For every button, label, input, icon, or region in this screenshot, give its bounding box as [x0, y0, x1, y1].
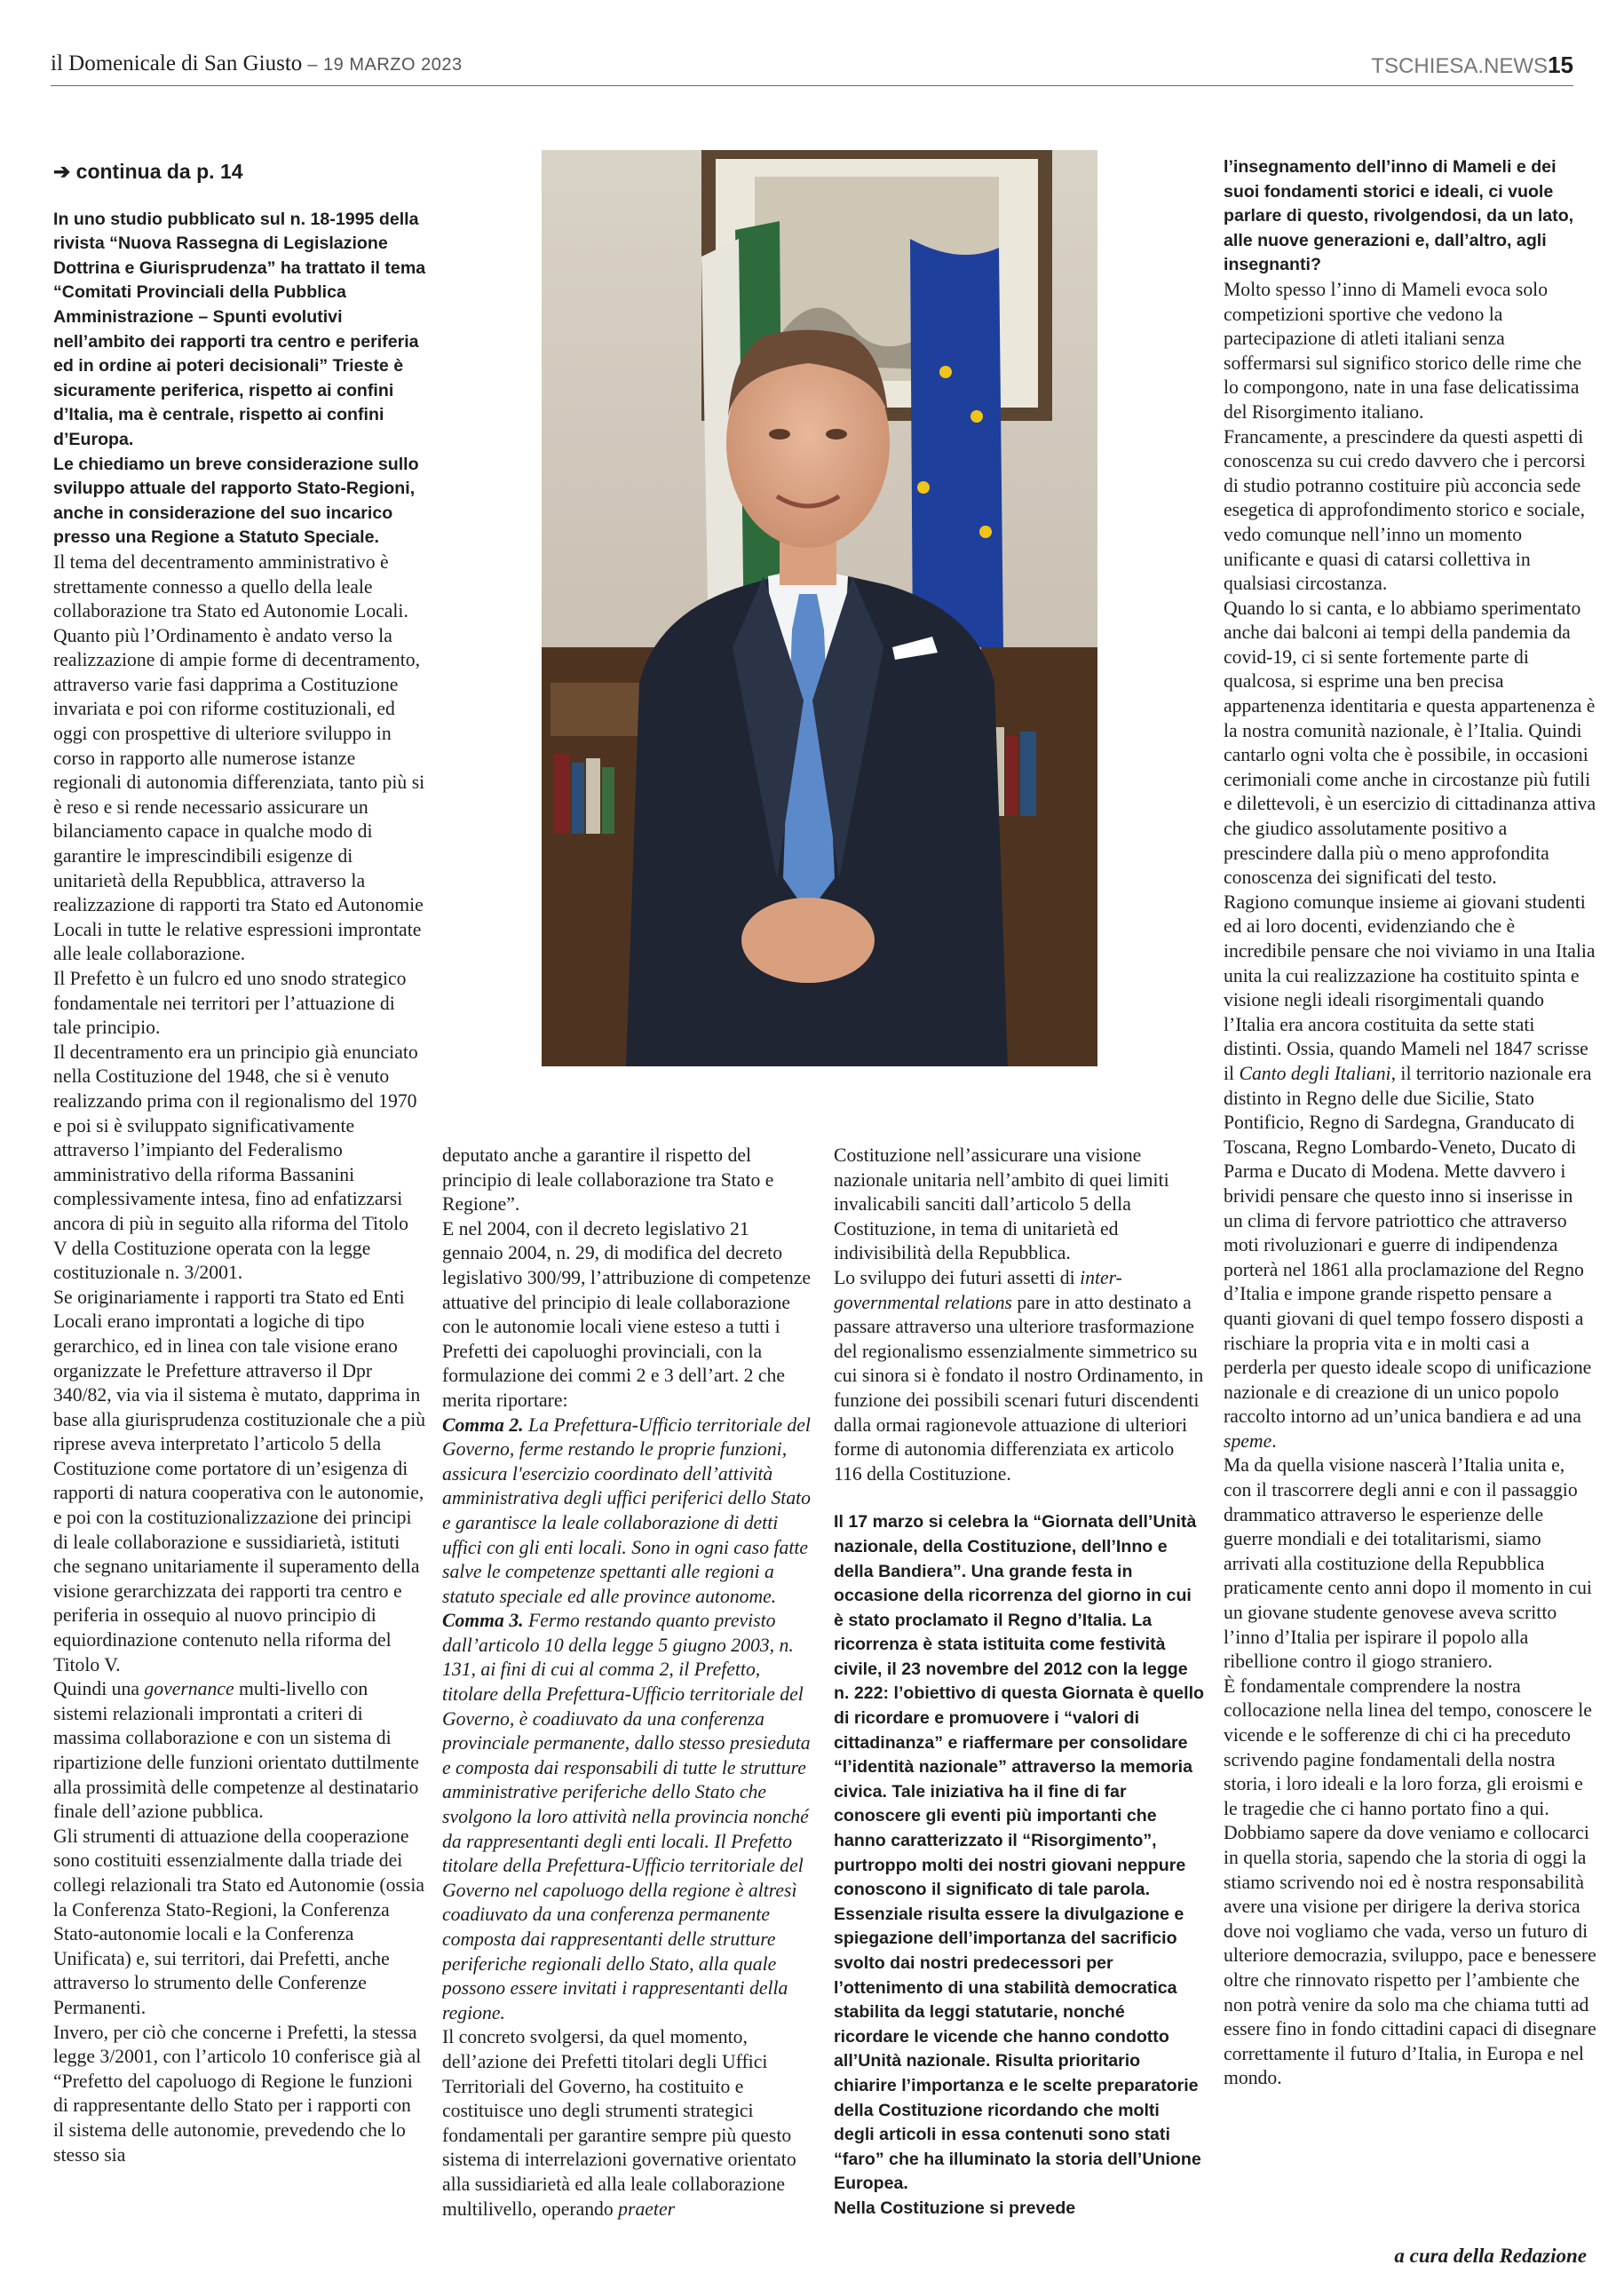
masthead — [51, 51, 463, 76]
question-3-end: l’insegnamento dell’inno di Mameli e dei suoi fondamenti storici e ideali, ci vuole parlare di questo, rivolgendosi, da un lato, alle nuove generazioni e, dall’altro, agli insegnanti? — [1224, 157, 1574, 275]
paragraph — [834, 1266, 1205, 1486]
paragraph: Il tema del decentramento amministrativo è strettamente connesso a quello della leale collaborazione tra Stato ed Autonomie Locali. — [53, 550, 408, 622]
text-run: Lo sviluppo dei futuri assetti di — [834, 1266, 1081, 1288]
paragraph: Dobbiamo sapere da dove veniamo e collocarci in quella storia, sapendo che la storia di oggi la stiamo scrivendo noi ed è nostra responsabilità avere una visione per dirigere la deriva storica dove noi vogliamo che vada, verso un futuro di ulteriore democrazia, sviluppo, pace e benessere oltre che rinnovato rispetto per l’ambiente che non potrà venire da solo ma che chiama tutti ad essere fino in fondo cittadini capaci di disegnare correttamente il futuro d’Italia, in Europa e nel mondo. — [1224, 1822, 1596, 2089]
italic-term: speme — [1224, 1430, 1272, 1452]
column-4 — [1224, 155, 1596, 2215]
paragraph: Quando lo si canta, e lo abbiamo sperimentato anche dai balconi ai tempi della pandemia da covid-19, ci si sente fortemente parte di qualcosa, si esprime una ben precisa appartenenza identitaria e questa appartenenza è la nostra comunità nazionale, è l’Italia. Quindi cantarlo ogni volta che è possibile, in occasioni cerimoniali come anche in circostanze più futili e dilettevoli, è un esercizio di cittadinanza attiva che giudico assolutamente positivo a prescindere dalla più o meno approfondita conoscenza dei significati del testo. — [1224, 597, 1596, 889]
paragraph: Il Prefetto è un fulcro ed uno snodo strategico fondamentale nei territori per l’attuazione di tale principio. — [53, 968, 407, 1039]
question-3-continued: Nella Costituzione si prevede — [834, 2198, 1076, 2218]
masthead-title: il Domenicale di San Giusto — [51, 51, 303, 75]
paragraph — [53, 1677, 426, 1825]
issue-date: – 19 MARZO 2023 — [302, 55, 463, 75]
paragraph: È fondamentale comprendere la nostra collocazione nella linea del tempo, conoscere le vicende e le sofferenze di chi ci ha preceduto scrivendo pagine fondamentali della nostra storia, i loro ideali e la loro forza, gli eroismi e le tragedie che ci hanno portato fino a qui. — [1224, 1675, 1592, 1819]
paragraph: Molto spesso l’inno di Mameli evoca solo competizioni sportive che vedono la partecipazione di atleti italiani senza soffermarsi sul significo storico delle rime che lo compongono, nate in una fase delicatissima del Risorgimento italiano. — [1224, 278, 1582, 423]
page-number: 15 — [1548, 51, 1573, 78]
paragraph: Francamente, a prescindere da questi aspetti di conoscenza su cui credo davvero che i percorsi di studio potranno costituire più acconcia sede esegetica di approfondimento storico e sociale, vedo comunque nell’inno un momento unificante e quasi di catarsi collettiva in qualsiasi circostanza. — [1224, 425, 1586, 595]
text-run: Fermo restando quanto previsto dall’articolo 10 della legge 5 giugno 2003, n. 131, ai fini di cui al comma 2, il Prefetto, titolare della Prefettura-Ufficio territoriale del Governo, è coadiuvato da una conferenza provinciale permanente, dallo stesso presieduta e composta dai responsabili di tutte le strutture amministrative periferiche dello Stato che svolgono la loro attività nella provincia nonché da rappresentanti degli enti locali. Il Prefetto titolare della Prefettura-Ufficio territoriale del Governo nel capoluogo della regione è altresì coadiuvato da una conferenza permanente composta dai rappresentanti delle strutture periferiche regionali dello Stato, alla quale possono essere invitati i rappresentanti della regione. — [442, 1610, 811, 2024]
text-run: Ragiono comunque insieme ai giovani studenti ed ai loro docenti, evidenziando che è incredibile pensare che noi viviamo in una Italia unita la cui realizzazione ha costituito spinta e visione negli ideali risorgimentali quando l’Italia era ancora costituita da sette stati distinti. Ossia, quando Mameli nel 1847 scrisse il — [1224, 891, 1596, 1084]
quoted-comma-3 — [442, 1609, 813, 2025]
text-run: Il concreto svolgersi, da quel momento, dell’azione dei Prefetti titolari degli Uffici Territoriali del Governo, ha costituito e costituisce uno degli strumenti strategici fondamentali per garantire sempre più questo sistema di interrelazioni governative orientato alla sussidiarietà ed alla leale collaborazione multilivello, operando — [442, 2026, 796, 2220]
text-run: . — [1271, 1430, 1277, 1452]
column-3 — [834, 1144, 1205, 2245]
column-1 — [53, 160, 426, 2246]
portrait-photo-graphic — [542, 150, 1097, 1066]
paragraph: Il decentramento era un principio già enunciato nella Costituzione del 1948, che si è venuto realizzando prima con il regionalismo del 1970 e poi si è sviluppato significativamente attraverso l’impianto del Federalismo amministrativo della riforma Bassanini complessivamente intesa, fino ad enfatizzarsi ancora di più in seguito alla riforma del Titolo V della Costituzione operata con la legge costituzionale n. 3/2001. — [53, 1041, 418, 1284]
text-run: La Prefettura-Ufficio territoriale del Governo, ferme restando le proprie funzioni, assicura l'esercizio coordinato dell’attività amministrativa degli uffici periferici dello Stato e garantisce la leale collaborazione di detti uffici con gli enti locali. Sono in ogni caso fatte salve le competenze spettanti alle regioni a statuto speciale ed alle province autonome. — [442, 1414, 812, 1607]
italic-term: inter-governmental relations — [834, 1266, 1122, 1313]
paragraph: Gli strumenti di attuazione della cooperazione sono costituiti essenzialmente dalla triade dei collegi relazionali tra Stato ed Autonomie (ossia la Conferenza Stato-Regioni, la Conferenza Stato-autonomie locali e la Conferenza Unificata) e, sui territori, dai Prefetti, anche attraverso lo strumento delle Conferenze Permanenti. — [53, 1825, 424, 2018]
paragraph: Costituzione nell’assicurare una visione nazionale unitaria nell’ambito di quei limiti invalicabili sanciti dall’articolo 5 della Costituzione, in tema di unitarietà ed indivisibilità della Repubblica. — [834, 1144, 1169, 1264]
spacer — [834, 1486, 1205, 1510]
paragraph: Ma da quella visione nascerà l’Italia unita e, con il trascorrere degli anni e con il passaggio drammatico attraverso le esperienze delle guerre mondiali e dei totalitarismi, siamo arrivati alla costituzione della Repubblica praticamente cento anni dopo il momento in cui un giovane studente genovese aveva scritto l’inno d’Italia per ispirare il popolo alla ribellione contro il giogo straniero. — [1224, 1454, 1592, 1673]
quoted-comma-2 — [442, 1414, 813, 1610]
question-2: Le chiediamo un breve considerazione sullo sviluppo attuale del rapporto Stato-Regioni, anche in considerazione del suo incarico presso una Regione a Statuto Speciale. — [53, 454, 419, 548]
portrait-photo — [542, 150, 1097, 1066]
continued-from[interactable]: ➔ continua da p. 14 — [53, 160, 243, 183]
site-name[interactable]: TSCHIESA.NEWS — [1371, 54, 1549, 78]
text-run: , il territorio nazionale era distinto in Regno delle due Sicilie, Stato Pontificio, Regno di Sardegna, Granducato di Toscana, Regno Lombardo-Veneto, Ducato di Parma e Ducato di Modena. Mette davvero i brividi pensare che questo inno si inserisse in un clima di fervore patriottico che attraverso moti rivoluzionari e guerre di indipendenza porterà nel 1861 alla proclamazione del Regno d’Italia e impone grande rispetto pensare a quanti giovani di quel tempo fossero disposti a rischiare la propria vita e in molti casi a perderla per questo ideale scopo di unificazione nazionale e di creazione di un unico popolo raccolto intorno ad un’unica bandiera e ad una — [1224, 1062, 1592, 1428]
text-run: multi-livello con sistemi relazionali improntati a criteri di massima collaborazione e con un sistema di ripartizione delle funzioni orientato duttilmente alla prossimità delle competenze al destinatario finale dell’azione pubblica. — [53, 1678, 419, 1823]
italic-term: Canto degli Italiani — [1239, 1062, 1391, 1084]
question-3: Il 17 marzo si celebra la “Giornata dell’Unità nazionale, della Costituzione, dell’Inno e della Bandiera”. Una grande festa in occasione della ricorrenza del giorno in cui è stato proclamato il Regno d’Italia. La ricorrenza è stata istituita come festività civile, il 23 novembre del 2012 con la legge n. 222: l’obiettivo di questa Giornata è quello di ricordare e promuovere i “valori di cittadinanza” e riaffermare per consolidare “l’identità nazionale” attraverso la memoria civica. Tale iniziativa ha il fine di far conoscere gli eventi più importanti che hanno caratterizzato il “Risorgimento”, purtroppo molti dei nostri giovani neppure conoscono il significato di tale parola. Essenziale risulta essere la divulgazione e spiegazione dell’importanza del sacrificio svolto dai nostri predecessori per l’ottenimento di una stabilità democratica stabilita da leggi statutarie, nonché ricordare le vicende che hanno condotto all’Unità nazionale. Risulta prioritario chiarire l’importanza e le scelte preparatorie della Costituzione ricordando che molti degli articoli in essa contenuti sono stati “faro” che ha illuminato la storia dell’Unione Europea. — [834, 1512, 1204, 2194]
paragraph: Se originariamente i rapporti tra Stato ed Enti Locali erano improntati a logiche di tipo gerarchico, ed in linea con tale visione erano organizzate le Prefetture attraverso il Dpr 340/82, via via il sistema è mutato, dapprima in base alla giurisprudenza costituzionale che a più riprese aveva interpretato l’articolo 5 della Costituzione come portatore di un’esigenza di rapporti di natura cooperativa con le autonomie, e poi con la costituzionalizzazione dei principi di leale collaborazione e sussidiarietà, istituti che segnano unitariamente il superamento della visione gerarchizzata dei rapporti tra centro e periferia in ossequio al nuovo principio di equiordinazione contenuto nella riforma del Titolo V. — [53, 1286, 426, 1675]
comma-label: Comma 3. — [442, 1610, 524, 1632]
paragraph: Invero, per ciò che concerne i Prefetti, la stessa legge 3/2001, con l’articolo 10 conferisce già al “Prefetto del capoluogo di Regione le funzioni di rappresentante dello Stato per i rapporti con il sistema delle autonomie, prevedendo che lo stesso sia — [53, 2021, 422, 2166]
italic-term: praeter — [618, 2198, 676, 2220]
question-1: In uno studio pubblicato sul n. 18-1995 della rivista “Nuova Rassegna di Legislazione Dottrina e Giurisprudenza” ha trattato il tema “Comitati Provinciali della Pubblica Amministrazione – Spunti evolutivi nell’ambito dei rapporti tra centro e periferia ed in ordine ai poteri decisionali” Trieste è sicuramente periferica, rispetto ai confini d’Italia, ma è centrale, rispetto ai confini d’Europa. — [53, 209, 426, 449]
text-run: Quindi una — [53, 1678, 145, 1700]
comma-label: Comma 2. — [442, 1414, 524, 1436]
paragraph: E nel 2004, con il decreto legislativo 21 gennaio 2004, n. 29, di modifica del decreto legislativo 300/99, l’attribuzione di competenze attuative del principio di leale collaborazione con le autonomie locali viene esteso a tutti i Prefetti dei capoluoghi provinciali, con la formulazione dei commi 2 e 3 dell’art. 2 che merita riportare: — [442, 1217, 811, 1411]
italic-term: governance — [144, 1678, 234, 1700]
paragraph — [442, 2025, 813, 2222]
paragraph: deputato anche a garantire il rispetto del principio di leale collaborazione tra Stato e Regione”. — [442, 1144, 774, 1216]
paragraph: Quanto più l’Ordinamento è andato verso la realizzazione di ampie forme di decentramento, attraverso varie fasi dapprima a Costituzione invariata e poi con riforme costituzionali, ed oggi con prospettive di ulteriore sviluppo in corso in rapporto alle numerose istanze regionali di autonomia differenziata, tanto più si è reso e si rende necessario assicurare un bilanciamento capace in qualche modo di garantire le imprescindibili esigenze di unitarietà della Repubblica, attraverso la realizzazione di rapporti tra Stato ed Autonomie Locali in tutte le relative espressioni improntate alle leale collaborazione. — [53, 624, 425, 965]
site-and-page — [1371, 51, 1573, 79]
column-2 — [442, 1144, 813, 2245]
paragraph — [1224, 891, 1596, 1454]
editorial-credit: a cura della Redazione — [1394, 2245, 1587, 2267]
text-run: pare in atto destinato a passare attraverso una ulteriore trasformazione del regionalismo essenzialmente simmetrico su cui sinora si è fondato il nostro Ordinamento, in funzione dei possibili scenari futuri discendenti dalla ormai ragionevole attuazione di ulteriori forme di autonomia differenziata ex articolo 116 della Costituzione. — [834, 1291, 1204, 1485]
page-header — [51, 46, 1573, 86]
